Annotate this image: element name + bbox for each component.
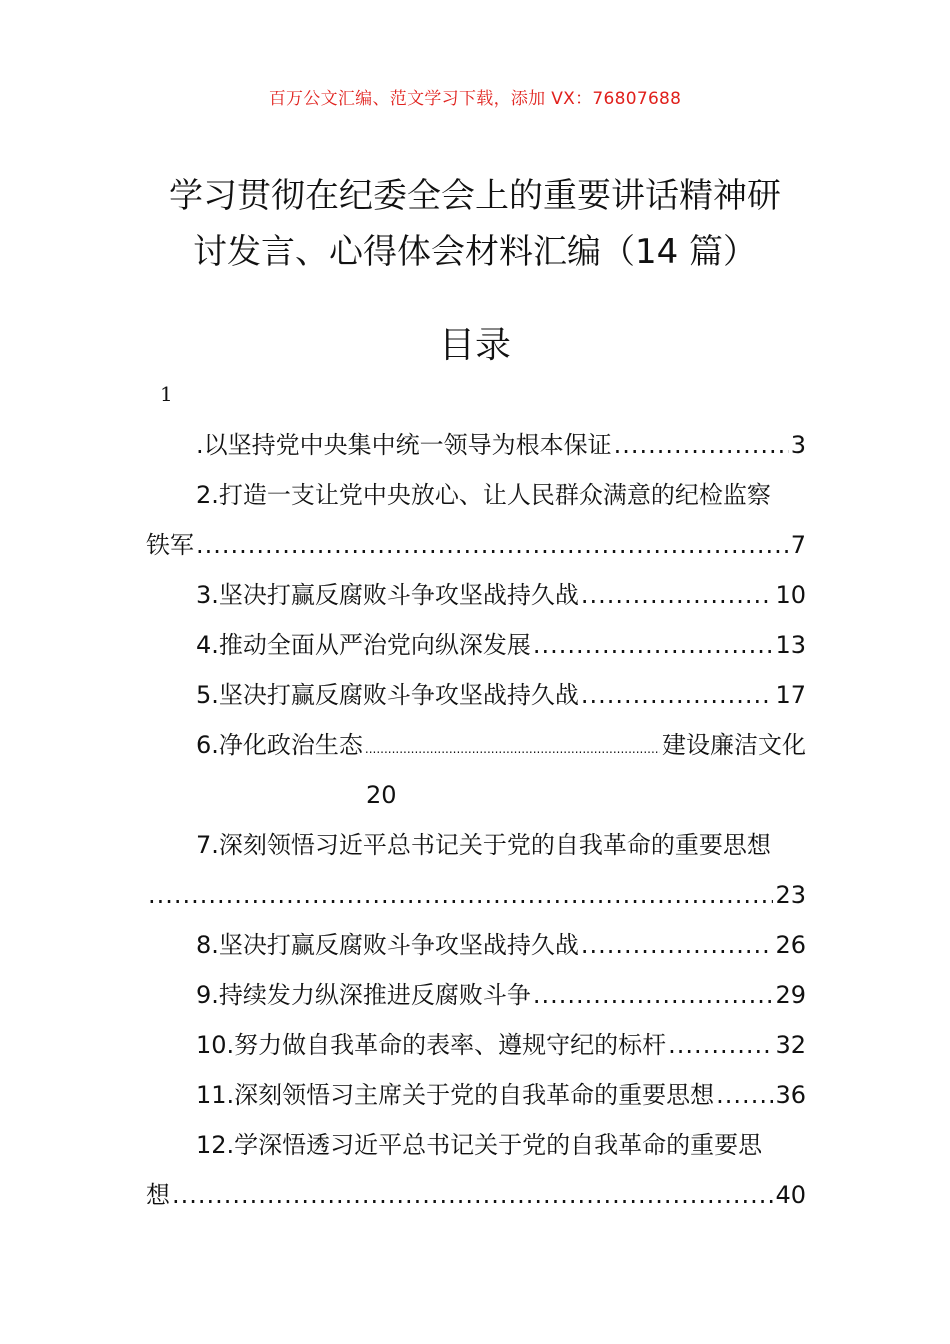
toc-entry[interactable] (146, 1020, 806, 1070)
toc-page-number: 23 (775, 881, 806, 909)
header-note: 百万公文汇编、范文学习下载，添加 VX：76807688 (268, 89, 682, 109)
toc-entry[interactable] (146, 670, 806, 720)
stray-number: 1 (160, 382, 173, 406)
toc-entry-label: 2.打造一支让党中央放心、让人民群众满意的纪检监察 (196, 481, 771, 509)
toc-page-number: 13 (775, 631, 806, 659)
toc-entry-continuation[interactable] (146, 870, 806, 920)
toc-entry-label: 10.努力做自我革命的表率、遵规守纪的标杆 (196, 1031, 667, 1059)
toc-entry[interactable] (146, 570, 806, 620)
toc-entry-label: 7.深刻领悟习近平总书记关于党的自我革命的重要思想 (196, 831, 771, 859)
toc-entry-label: 想 (146, 1181, 170, 1209)
toc-entry-label: 9.持续发力纵深推进反腐败斗争 (196, 981, 531, 1009)
toc-entry-label: 12.学深悟透习近平总书记关于党的自我革命的重要思 (196, 1131, 763, 1159)
toc-leader-dots (533, 620, 774, 670)
toc-page-number: 10 (775, 581, 806, 609)
toc-page-number: 29 (775, 981, 806, 1009)
toc-page-number: 36 (775, 1081, 806, 1109)
title-line-1: 学习贯彻在纪委全会上的重要讲话精神研 (169, 176, 781, 216)
toc-entry-label: 8.坚决打赢反腐败斗争攻坚战持久战 (196, 931, 579, 959)
toc-leader-dots (196, 520, 789, 570)
toc-page-number: 40 (775, 1181, 806, 1209)
toc-entry[interactable] (146, 1120, 806, 1170)
toc-leader-dots (533, 970, 774, 1020)
toc-entry-continuation[interactable] (146, 1170, 806, 1220)
toc-page-number: 32 (775, 1031, 806, 1059)
toc-page-number: 20 (366, 781, 397, 809)
document-title (130, 168, 820, 280)
toc-page-number: 7 (790, 531, 806, 559)
toc-entry-label: .以坚持党中央集中统一领导为根本保证 (196, 431, 612, 459)
toc-page-number: 17 (775, 681, 806, 709)
toc-entry[interactable] (146, 470, 806, 520)
toc-entry[interactable] (146, 720, 806, 770)
toc-entry[interactable] (146, 420, 806, 470)
toc-entry[interactable] (146, 920, 806, 970)
toc-entry-label: 5.坚决打赢反腐败斗争攻坚战持久战 (196, 681, 579, 709)
toc-leader-dots (581, 670, 774, 720)
toc-leader-dots (614, 420, 789, 470)
toc-entry-label: 3.坚决打赢反腐败斗争攻坚战持久战 (196, 581, 579, 609)
toc-page-number: 26 (775, 931, 806, 959)
toc-leader-dots (172, 1170, 773, 1220)
toc-entry-label: 铁军 (146, 531, 194, 559)
toc-entry-label: 6.净化政治生态 (196, 731, 363, 759)
toc-entry-continuation[interactable] (146, 770, 806, 820)
toc-entry[interactable] (146, 970, 806, 1020)
toc-entry-label: 4.推动全面从严治党向纵深发展 (196, 631, 531, 659)
toc-leader-dots (581, 920, 774, 970)
table-of-contents (146, 420, 806, 1220)
toc-entry-label-tail: 建设廉洁文化 (662, 731, 806, 759)
toc-leader-dots (581, 570, 774, 620)
toc-page-number: 3 (790, 431, 806, 459)
toc-entry[interactable] (146, 620, 806, 670)
toc-leader-dots (365, 724, 660, 770)
toc-entry-continuation[interactable] (146, 520, 806, 570)
toc-entry[interactable] (146, 1070, 806, 1120)
toc-entry[interactable] (146, 820, 806, 870)
toc-leader-dots (148, 870, 773, 920)
toc-entry-label: 11.深刻领悟习主席关于党的自我革命的重要思想 (196, 1081, 715, 1109)
toc-heading: 目录 (438, 325, 511, 366)
title-line-2: 讨发言、心得体会材料汇编（14 篇） (192, 232, 758, 272)
toc-leader-dots (668, 1020, 773, 1070)
toc-leader-dots (716, 1070, 773, 1120)
